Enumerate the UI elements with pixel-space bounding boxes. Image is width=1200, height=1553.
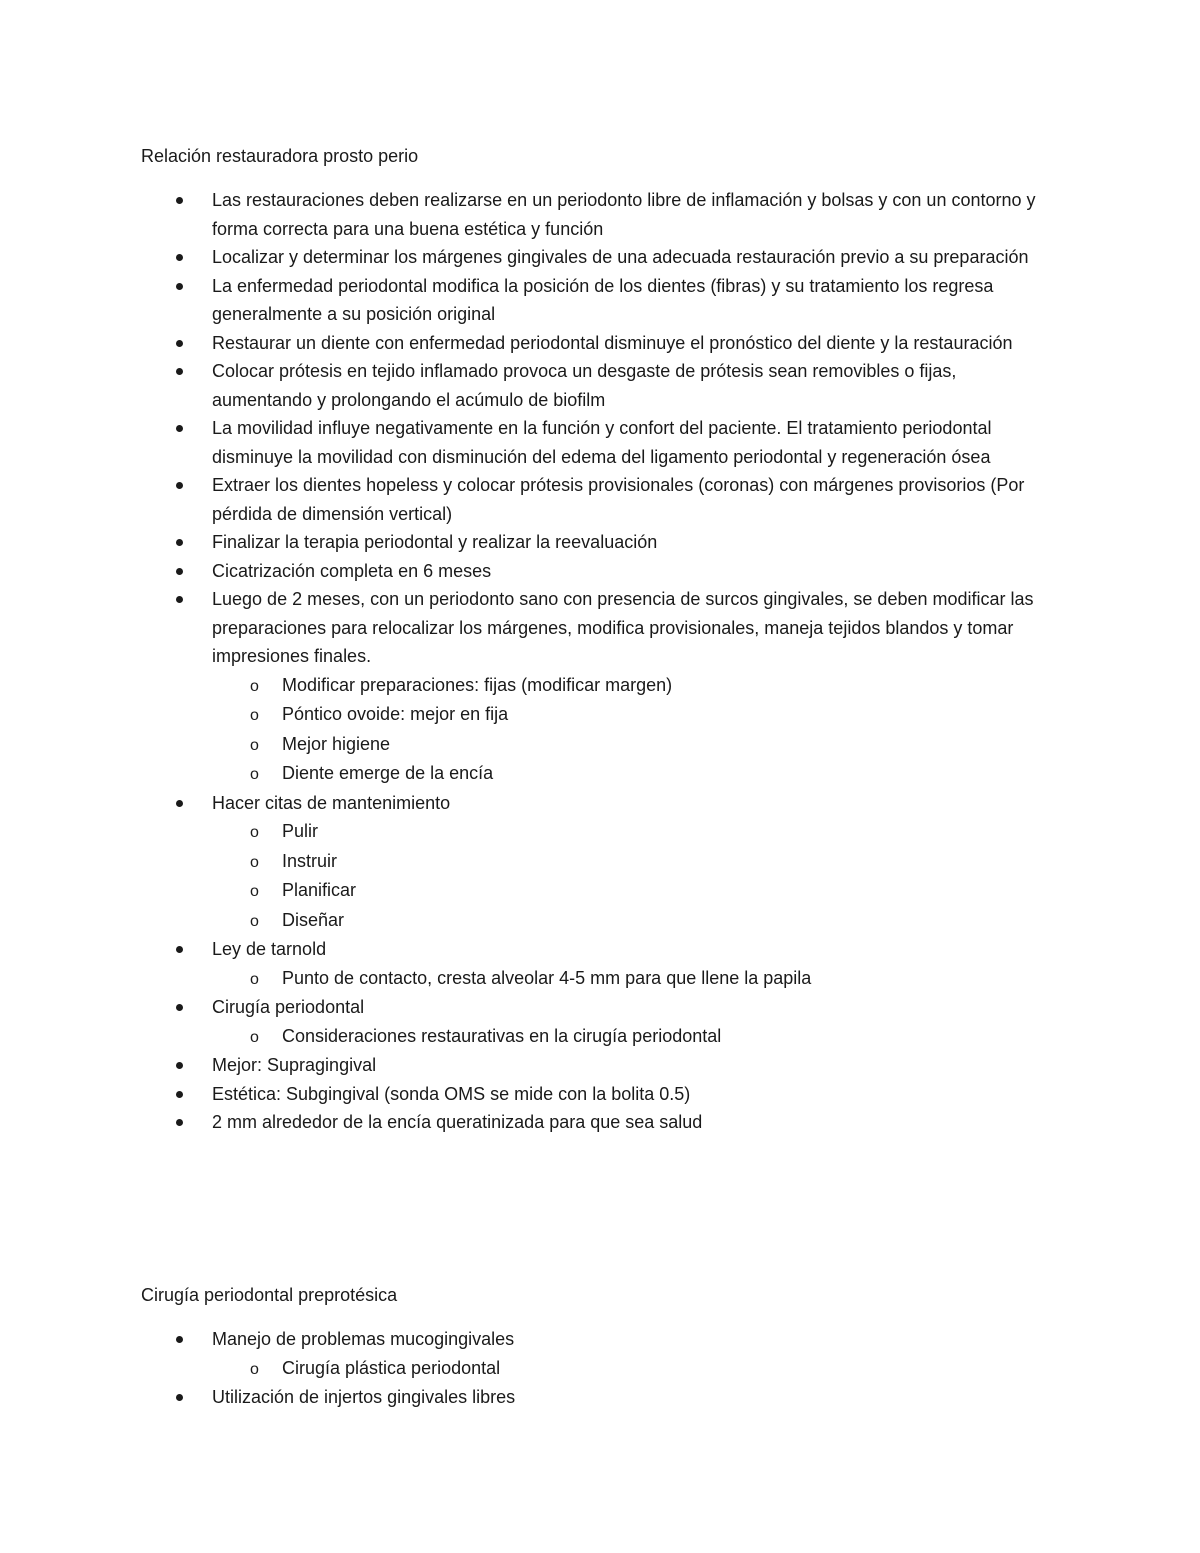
sub-list-item-text: Diseñar [282, 909, 345, 930]
hollow-bullet-icon: o [250, 883, 259, 900]
sub-list-item-text: Pulir [282, 821, 319, 841]
bullet-dot-icon [176, 1119, 183, 1126]
hollow-bullet-icon: o [250, 677, 259, 695]
sub-list-item-text: Consideraciones restaurativas en la cirugía periodontal [282, 1025, 722, 1046]
list-item-text: Finalizar la terapia periodontal y realizar la reevaluación [212, 532, 658, 552]
list-item-text: Las restauraciones deben realizarse en un periodonto libre de inflamación y bolsas y con un contorno y forma correcta para una buena estética y función [212, 190, 1036, 239]
list-item-text: Localizar y determinar los márgenes gingivales de una adecuada restauración previo a su preparación [212, 247, 1029, 267]
list-item [0, 243, 1200, 272]
sub-list [212, 1354, 1060, 1384]
hollow-bullet-icon: o [250, 824, 259, 841]
bullet-dot-icon [176, 254, 183, 261]
bullet-dot-icon [176, 283, 183, 290]
list-item [0, 1051, 1200, 1080]
bullet-list [0, 1325, 1200, 1412]
hollow-bullet-icon: o [250, 707, 259, 724]
bullet-dot-icon [176, 539, 183, 546]
list-item [0, 1325, 1200, 1383]
bullet-dot-icon [176, 800, 183, 807]
bullet-dot-icon [176, 1091, 183, 1098]
list-item [0, 528, 1200, 557]
list-item [0, 186, 1200, 243]
list-item-text: Extraer los dientes hopeless y colocar prótesis provisionales (coronas) con márgenes provisorios (Por pérdida de dimensión vertical) [212, 475, 1025, 524]
list-item-text: Ley de tarnold [212, 939, 327, 959]
list-item-text: Restaurar un diente con enfermedad periodontal disminuye el pronóstico del diente y la restauración [212, 332, 1013, 353]
list-item [0, 935, 1200, 993]
hollow-bullet-icon: o [250, 853, 259, 871]
hollow-bullet-icon: o [250, 1028, 259, 1046]
bullet-dot-icon [176, 482, 183, 489]
bullet-dot-icon [176, 1336, 183, 1343]
sub-list-item [0, 759, 1060, 789]
list-item-text: Cirugía periodontal [212, 997, 365, 1017]
bullet-dot-icon [176, 197, 183, 204]
list-item-text: Manejo de problemas mucogingivales [212, 1329, 515, 1349]
list-item-text: La enfermedad periodontal modifica la posición de los dientes (fibras) y su tratamiento los regresa generalmente a su posición original [212, 275, 994, 324]
sub-list-item [0, 1354, 1060, 1384]
bullet-dot-icon [176, 1062, 183, 1069]
list-item [0, 357, 1200, 414]
sub-list-item-text: Póntico ovoide: mejor en fija [282, 704, 509, 724]
sub-list-item [0, 700, 1060, 730]
sub-list-item [0, 847, 1060, 877]
bullet-dot-icon [176, 568, 183, 575]
hollow-bullet-icon: o [250, 912, 259, 930]
sub-list-item [0, 1022, 1060, 1052]
sub-list-item-text: Cirugía plástica periodontal [282, 1357, 501, 1378]
list-item-text: Cicatrización completa en 6 meses [212, 560, 492, 581]
sub-list-item-text: Diente emerge de la encía [282, 763, 494, 783]
list-item-text: Luego de 2 meses, con un periodonto sano con presencia de surcos gingivales, se deben modificar las preparaciones para relocalizar los márgenes, modifica provisionales, maneja tejidos blandos y tomar impresiones finales. [212, 589, 1034, 666]
hollow-bullet-icon: o [250, 766, 259, 783]
section-title: Relación restauradora prosto perio [141, 146, 419, 166]
bullet-list [0, 186, 1200, 1137]
list-item [0, 272, 1200, 329]
sub-list-item [0, 876, 1060, 906]
list-item-text: Utilización de injertos gingivales libres [212, 1387, 516, 1407]
sub-list-item [0, 817, 1060, 847]
bullet-dot-icon [176, 368, 183, 375]
list-item [0, 1108, 1200, 1137]
sub-list [212, 671, 1060, 789]
list-item [0, 329, 1200, 358]
list-item [0, 557, 1200, 586]
sub-list [212, 817, 1060, 935]
sub-list [212, 964, 1060, 994]
list-item-text: Mejor: Supragingival [212, 1055, 377, 1075]
bullet-dot-icon [176, 340, 183, 347]
sub-list-item [0, 671, 1060, 701]
list-item-text: La movilidad influye negativamente en la función y confort del paciente. El tratamiento periodontal disminuye la movilidad con disminución del edema del ligamento periodontal y regeneración ósea [212, 418, 992, 467]
hollow-bullet-icon: o [250, 1360, 259, 1378]
list-item [0, 789, 1200, 936]
list-item [0, 1080, 1200, 1109]
list-item [0, 585, 1200, 789]
section-title: Cirugía periodontal preprotésica [141, 1285, 398, 1305]
sub-list-item [0, 906, 1060, 936]
list-item-text: 2 mm alrededor de la encía queratinizada para que sea salud [212, 1112, 703, 1132]
sub-list [212, 1022, 1060, 1052]
sub-list-item-text: Mejor higiene [282, 733, 391, 754]
list-item [0, 993, 1200, 1051]
list-item-text: Hacer citas de mantenimiento [212, 792, 451, 813]
bullet-dot-icon [176, 425, 183, 432]
sub-list-item [0, 730, 1060, 760]
sub-list-item [0, 964, 1060, 994]
list-item [0, 414, 1200, 471]
bullet-dot-icon [176, 946, 183, 953]
bullet-dot-icon [176, 1004, 183, 1011]
sub-list-item-text: Punto de contacto, cresta alveolar 4-5 mm para que llene la papila [282, 967, 812, 988]
list-item [0, 1383, 1200, 1412]
list-item-text: Colocar prótesis en tejido inflamado provoca un desgaste de prótesis sean removibles o fijas, aumentando y prolongando el acúmulo de biofilm [212, 361, 957, 410]
bullet-dot-icon [176, 1394, 183, 1401]
list-item-text: Estética: Subgingival (sonda OMS se mide con la bolita 0.5) [212, 1083, 691, 1104]
hollow-bullet-icon: o [250, 736, 259, 754]
bullet-dot-icon [176, 596, 183, 603]
sub-list-item-text: Modificar preparaciones: fijas (modificar margen) [282, 674, 673, 695]
list-item [0, 471, 1200, 528]
hollow-bullet-icon: o [250, 970, 259, 988]
sub-list-item-text: Planificar [282, 880, 357, 900]
sub-list-item-text: Instruir [282, 850, 338, 871]
